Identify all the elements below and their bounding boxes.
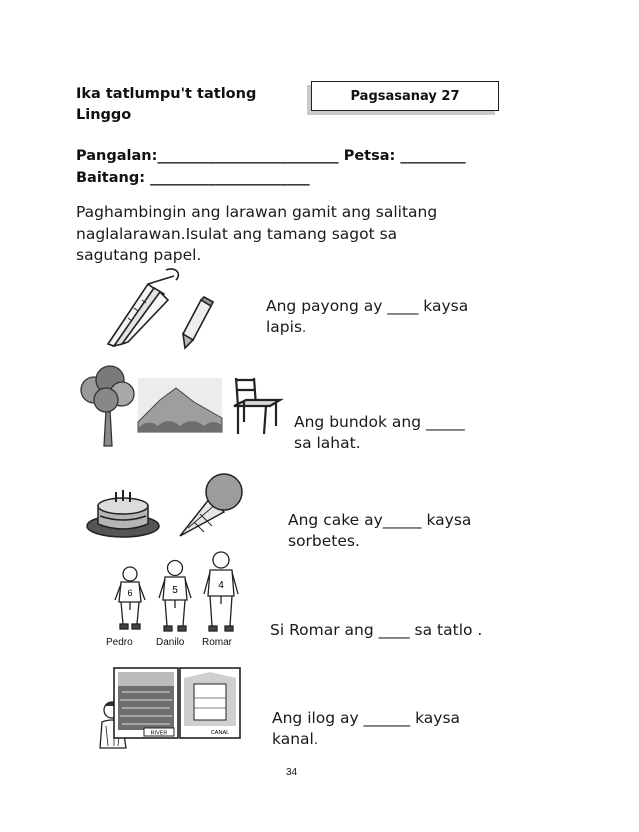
name-label: Pangalan: xyxy=(76,148,158,164)
grade-row xyxy=(76,170,310,186)
question-5-word: kanal xyxy=(272,730,314,748)
label-romar: Romar xyxy=(202,637,233,648)
question-1-line2 xyxy=(266,317,506,339)
instructions xyxy=(76,202,496,267)
shirt-number-romar: 4 xyxy=(218,580,224,591)
date-blank[interactable]: _________ xyxy=(400,148,466,164)
river-icon xyxy=(114,668,178,738)
boy-danilo-icon xyxy=(157,560,193,636)
question-2-line1: Ang bundok ang _____ xyxy=(294,413,465,431)
question-1-word: lapis xyxy=(266,318,303,336)
cake-icon xyxy=(86,486,160,540)
label-pedro: Pedro xyxy=(106,637,133,648)
question-4-line1: Si Romar ang ____ sa tatlo . xyxy=(270,621,483,639)
label-danilo: Danilo xyxy=(156,637,185,648)
week-title-line2: Linggo xyxy=(76,107,132,123)
instructions-line1: Paghambingin ang larawan gamit ang salitang xyxy=(76,203,438,221)
shirt-number-pedro: 6 xyxy=(127,588,133,598)
canal-sign-label: CANAL xyxy=(210,730,230,736)
exercise-badge xyxy=(311,81,499,111)
question-5 xyxy=(272,708,492,751)
question-5-end: . xyxy=(313,733,318,748)
question-3 xyxy=(288,510,503,552)
mountain-icon xyxy=(138,378,222,432)
ice-cream-icon xyxy=(178,470,244,540)
chair-icon xyxy=(230,376,284,438)
canal-icon xyxy=(180,668,240,738)
week-title-line1: Ika tatlumpu't tatlong xyxy=(76,86,257,102)
pencil-icon xyxy=(183,298,215,350)
shirt-number-danilo: 5 xyxy=(172,585,178,596)
name-date-row xyxy=(76,148,466,164)
river-sign-label: RIVER xyxy=(150,730,168,737)
question-4 xyxy=(270,620,510,641)
grade-label: Baitang: xyxy=(76,170,146,186)
page-number: 34 xyxy=(286,767,298,778)
boy-romar-icon xyxy=(202,552,240,636)
question-3-line1: Ang cake ay_____ kaysa xyxy=(288,511,472,529)
date-label: Petsa: xyxy=(343,148,396,164)
question-1 xyxy=(266,296,506,339)
question-5-line2 xyxy=(272,729,492,751)
name-blank[interactable]: _________________________ xyxy=(157,148,339,164)
question-2 xyxy=(294,412,504,454)
week-title xyxy=(76,84,286,126)
grade-blank[interactable]: ______________________ xyxy=(150,170,310,186)
instructions-line2: naglalarawan.Isulat ang tamang sagot sa xyxy=(76,224,398,243)
question-5-line1: Ang ilog ay ______ kaysa xyxy=(272,709,461,727)
exercise-badge-label: Pagsasanay 27 xyxy=(350,88,460,104)
instructions-line3: sagutang papel. xyxy=(76,246,202,264)
question-1-end: . xyxy=(302,321,307,336)
question-3-line2: sorbetes. xyxy=(288,532,360,550)
question-2-line2: sa lahat. xyxy=(294,434,361,452)
question-1-line1: Ang payong ay ____ kaysa xyxy=(266,297,469,315)
tree-icon xyxy=(80,366,134,448)
umbrella-icon xyxy=(104,278,184,348)
boy-pedro-icon xyxy=(113,566,147,634)
